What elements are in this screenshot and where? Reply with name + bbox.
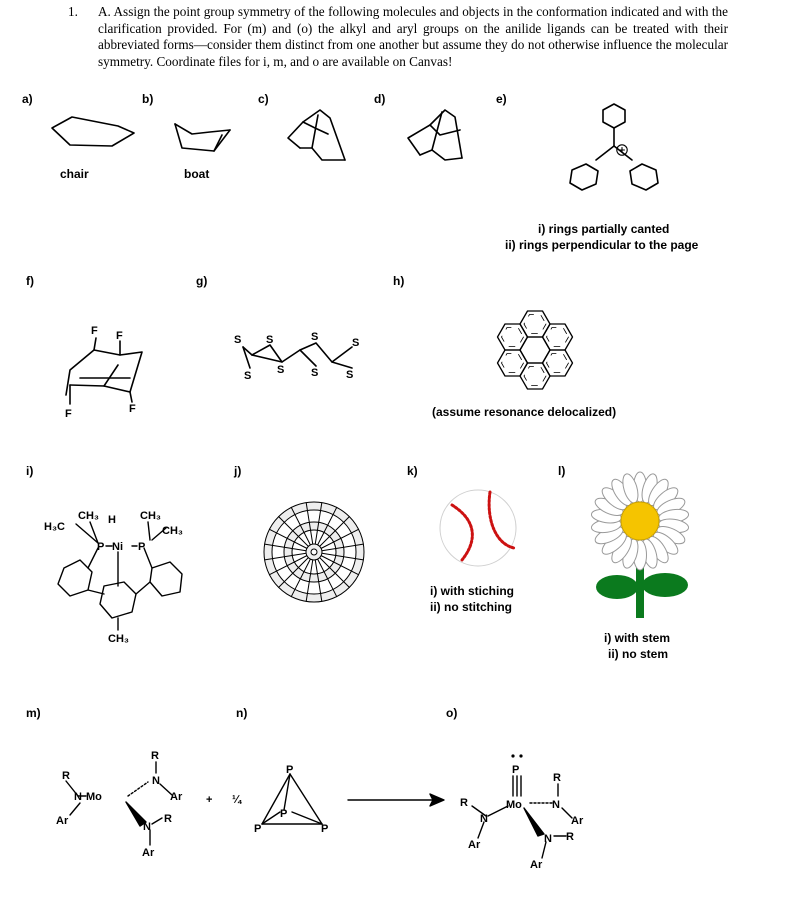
caption-e-perpendicular: ii) rings perpendicular to the page	[505, 238, 699, 252]
dartboard	[264, 502, 364, 602]
atom-ni: Ni	[112, 541, 123, 553]
label-k: k)	[407, 464, 418, 478]
flower-leaf-right	[642, 573, 688, 597]
atom-f-3: F	[65, 408, 72, 420]
question-body: A. Assign the point group symmetry of the following molecules and objects in the conformation indicated and with the clarification provided. For (m) and (o) the alkyl and aryl groups on the anilide ligands can be treated with their abbreviated forms—consider them distinct from one another but assume they do not otherwise influence the molecular symmetry. Coordinate files for i, m, and o are available on Canvas!	[98, 4, 728, 69]
baseball	[440, 490, 516, 566]
label-b: b)	[142, 92, 154, 106]
label-f: f)	[26, 274, 34, 288]
atom-f-4: F	[129, 403, 136, 415]
caption-l-no-stem: ii) no stem	[608, 647, 669, 661]
atom-ch3-1: CH₃	[78, 510, 99, 522]
atom-h3c: H₃C	[44, 521, 65, 533]
atom-s-1: S	[234, 334, 242, 346]
caption-k-no-stitching: ii) no stitching	[430, 600, 512, 614]
flower-leaf-left	[596, 575, 638, 599]
caption-h-resonance: (assume resonance delocalized)	[432, 405, 617, 419]
atom-s-7: S	[352, 337, 360, 349]
atom-ar-1: Ar	[56, 815, 69, 827]
bicyclic-cage-c	[288, 110, 345, 160]
p4-tetrahedron	[262, 774, 322, 824]
label-m: m)	[26, 706, 41, 720]
nickel-pincer-complex	[58, 522, 182, 630]
atom-s-3: S	[244, 370, 252, 382]
atom-ch3-3: CH₃	[162, 525, 183, 537]
atom-p4-left: P	[254, 823, 262, 835]
label-a: a)	[22, 92, 33, 106]
coronene-inner-bond	[547, 354, 569, 373]
atom-mo-1: Mo	[86, 791, 102, 803]
atom-ar-5: Ar	[571, 815, 584, 827]
atom-f-2: F	[116, 330, 123, 342]
label-g: g)	[196, 274, 208, 288]
spiro-sulfur-chain	[243, 343, 352, 368]
atom-ar-6: Ar	[530, 859, 543, 871]
caption-e-canted: i) rings partially canted	[538, 222, 670, 236]
chair-cyclohexane	[52, 117, 134, 146]
reaction-arrow	[348, 794, 444, 806]
flower	[591, 472, 690, 618]
bicyclic-diene-f	[66, 338, 142, 404]
atom-p-2: P	[138, 541, 146, 553]
caption-k-stitching: i) with stiching	[430, 584, 514, 598]
atom-r-2: R	[151, 750, 159, 762]
atom-s-2: S	[266, 334, 274, 346]
question-number: 1.	[68, 4, 78, 19]
coronene-inner-bond	[502, 354, 524, 373]
caption-boat: boat	[184, 167, 210, 181]
atom-f-1: F	[91, 325, 98, 337]
label-d: d)	[374, 92, 386, 106]
atom-r-5: R	[553, 772, 561, 784]
atom-mo-2: Mo	[506, 799, 522, 811]
atom-p4-center: P	[280, 808, 288, 820]
reaction-plus: +	[206, 794, 213, 806]
boat-cyclohexane	[175, 124, 230, 151]
atom-p-1: P	[97, 541, 105, 553]
label-j: j)	[234, 464, 242, 478]
caption-chair: chair	[60, 167, 89, 181]
coronene-inner-bond	[547, 328, 569, 347]
label-c: c)	[258, 92, 269, 106]
coronene	[498, 311, 573, 389]
coronene-inner-bond	[524, 367, 546, 386]
atom-p-terminal: P	[512, 764, 520, 776]
atom-s-8: S	[346, 369, 354, 381]
atom-r-4: R	[460, 797, 468, 809]
atom-n-2: N	[152, 775, 160, 787]
bicyclic-cage-d	[408, 110, 462, 160]
atom-ch3-4: CH₃	[108, 633, 129, 645]
caption-l-stem: i) with stem	[604, 631, 671, 645]
atom-r-6: R	[566, 831, 574, 843]
atom-p4-top: P	[286, 764, 294, 776]
atom-r-3: R	[164, 813, 172, 825]
atom-n-6: N	[544, 833, 552, 845]
label-l: l)	[558, 464, 566, 478]
atom-ar-4: Ar	[468, 839, 481, 851]
label-o: o)	[446, 706, 458, 720]
atom-s-5: S	[311, 331, 319, 343]
coronene-inner-bond	[502, 328, 524, 347]
stoichiometry-quarter: ¼	[232, 794, 242, 806]
coronene-inner-bond	[524, 315, 546, 334]
atom-ar-3: Ar	[142, 847, 155, 859]
atom-ar-2: Ar	[170, 791, 183, 803]
atom-h: H	[108, 514, 116, 526]
atom-n-5: N	[552, 799, 560, 811]
trityl-cation	[570, 104, 658, 190]
atom-n-1: N	[74, 791, 82, 803]
label-h: h)	[393, 274, 405, 288]
atom-ch3-2: CH₃	[140, 510, 161, 522]
label-n: n)	[236, 706, 248, 720]
atom-n-3: N	[143, 821, 151, 833]
flower-center	[621, 502, 659, 540]
atom-s-6: S	[311, 367, 319, 379]
label-i: i)	[26, 464, 34, 478]
atom-s-4: S	[277, 364, 285, 376]
atom-n-4: N	[480, 813, 488, 825]
label-e: e)	[496, 92, 507, 106]
atom-r-1: R	[62, 770, 70, 782]
atom-p4-right: P	[321, 823, 329, 835]
